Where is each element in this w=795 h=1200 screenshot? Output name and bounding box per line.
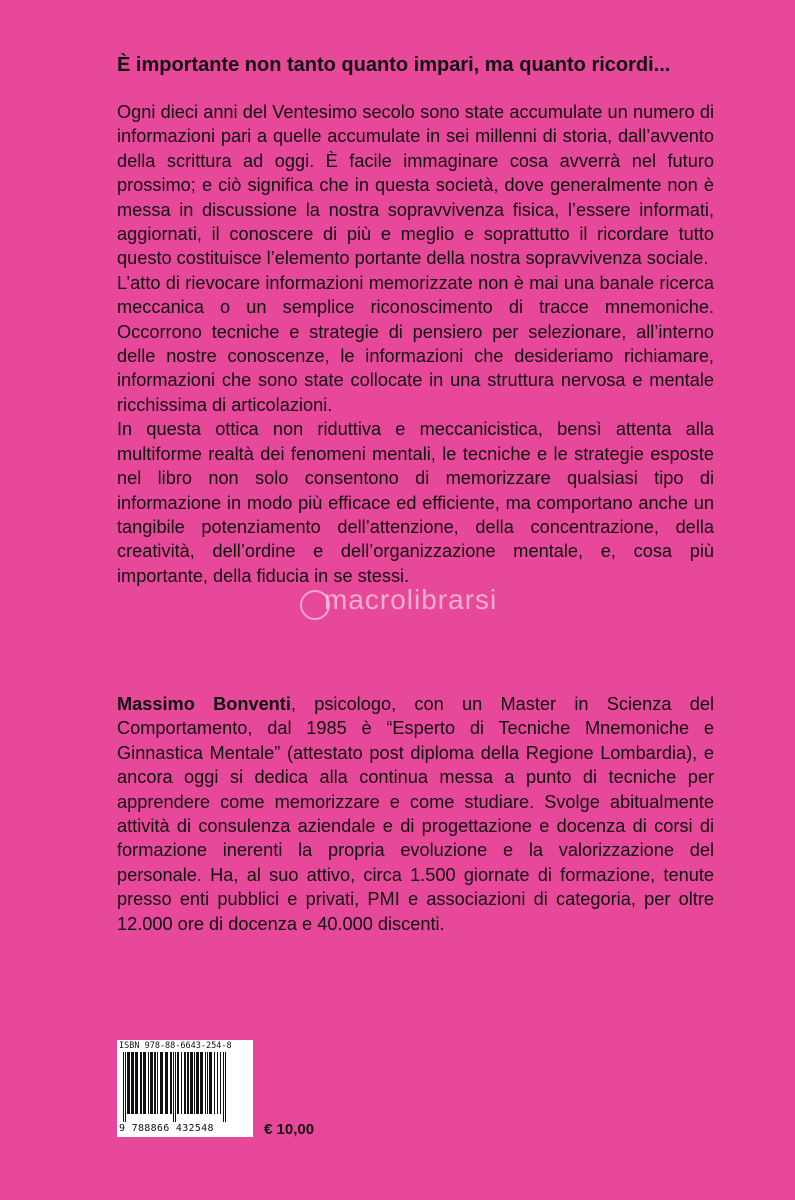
description-text [117,100,714,588]
barcode-bar [154,1052,156,1114]
barcode-digits: 9 788866 432548 [119,1123,214,1134]
barcode-bar [165,1052,168,1114]
barcode-bar [214,1052,215,1114]
barcode-bar [175,1052,176,1122]
price-label: € 10,00 [264,1121,315,1138]
barcode-bar [177,1052,179,1114]
barcode-bar [190,1052,193,1114]
barcode-image [121,1052,249,1122]
barcode-bar [170,1052,172,1114]
back-cover-headline: È importante non tanto quanto impari, ma quanto ricordi... [117,54,671,76]
watermark-logo [300,584,560,640]
barcode-bar [140,1052,142,1114]
barcode-bar [160,1052,163,1114]
description-paragraph-3: In questa ottica non riduttiva e meccanicistica, bensì attenta alla multiforme realtà dei fenomeni mentali, le tecniche e le strategie esposte nel libro non solo consentono di memorizzare qualsiasi tipo di informazione in modo più efficace ed efficiente, ma comportano anche un tangibile potenziamento dell’attenzione, della concentrazione, della creatività, dell’ordine e dell’organizzazione mentale, e, cosa più importante, della fiducia in se stessi. [117,419,714,586]
barcode-bar [207,1052,208,1114]
author-bio-text: , psicologo, con un Master in Scienza del Comportamento, dal 1985 è “Esperto di Tecniche Mnemoniche e Ginnastica Mentale” (attestato post diploma della Regione Lombardia), e ancora oggi si dedica alla continua messa a punto di tecniche per apprendere come memorizzare e come studiare. Svolge abitualmente attività di consulenza aziendale e di progettazione e docenza di corsi di formazione inerenti la propria evoluzione e la valorizzazione del personale. Ha, al suo attivo, circa 1.500 giornate di formazione, tenute presso enti pubblici e privati, PMI e associazioni di categoria, per oltre 12.000 ore di docenza e 40.000 discenti. [117,694,714,934]
barcode-bar [157,1052,158,1114]
barcode-bar [200,1052,203,1114]
barcode-bar [181,1052,182,1114]
barcode-bar [217,1052,218,1114]
barcode-bar [123,1052,124,1122]
barcode-bar [184,1052,186,1114]
barcode-bar [223,1052,224,1122]
barcode-bar [205,1052,206,1114]
barcode-bar [125,1052,126,1122]
barcode-bar [148,1052,149,1114]
barcode-bar [194,1052,195,1114]
barcode-panel [117,1040,253,1137]
barcode-bar [225,1052,226,1122]
description-paragraph-2: L’atto di rievocare informazioni memorizzate non è mai una banale ricerca meccanica o un semplice riconoscimento di tracce mnemoniche. Occorrono tecniche e strategie di pensiero per selezionare, all’interno delle nostre conoscenze, le informazioni che desideriamo richiamare, informazioni che sono state collocate in una struttura nervosa e mentale ricchissima di articolazioni. [117,272,714,415]
watermark-check-icon [300,590,330,620]
barcode-bar [187,1052,189,1114]
barcode-bar [220,1052,221,1114]
isbn-label: ISBN 978-88-6643-254-8 [119,1041,232,1051]
barcode-bar [196,1052,199,1114]
barcode-bar [173,1052,174,1122]
watermark-text: macrolibrarsi [324,584,498,615]
barcode-bar [150,1052,153,1114]
barcode-bar [135,1052,138,1114]
barcode-bar [209,1052,212,1114]
barcode-bar [143,1052,146,1114]
barcode-bar [131,1052,134,1114]
barcode-bar [127,1052,130,1114]
author-name: Massimo Bonventi [117,694,291,714]
author-bio [117,692,714,936]
description-paragraph-1: Ogni dieci anni del Ventesimo secolo sono state accumulate un numero di informazioni pari a quelle accumulate in sei millenni di storia, dall’avvento della scrittura ad oggi. È facile immaginare cosa avverrà nel futuro prossimo; e ciò significa che in questa società, dove generalmente non è messa in discussione la nostra sopravvivenza fisica, l’essere informati, aggiornati, il conoscere di più e meglio e soprattutto il ricordare tutto questo costituisce l’elemento portante della nostra sopravvivenza sociale. [117,102,714,269]
